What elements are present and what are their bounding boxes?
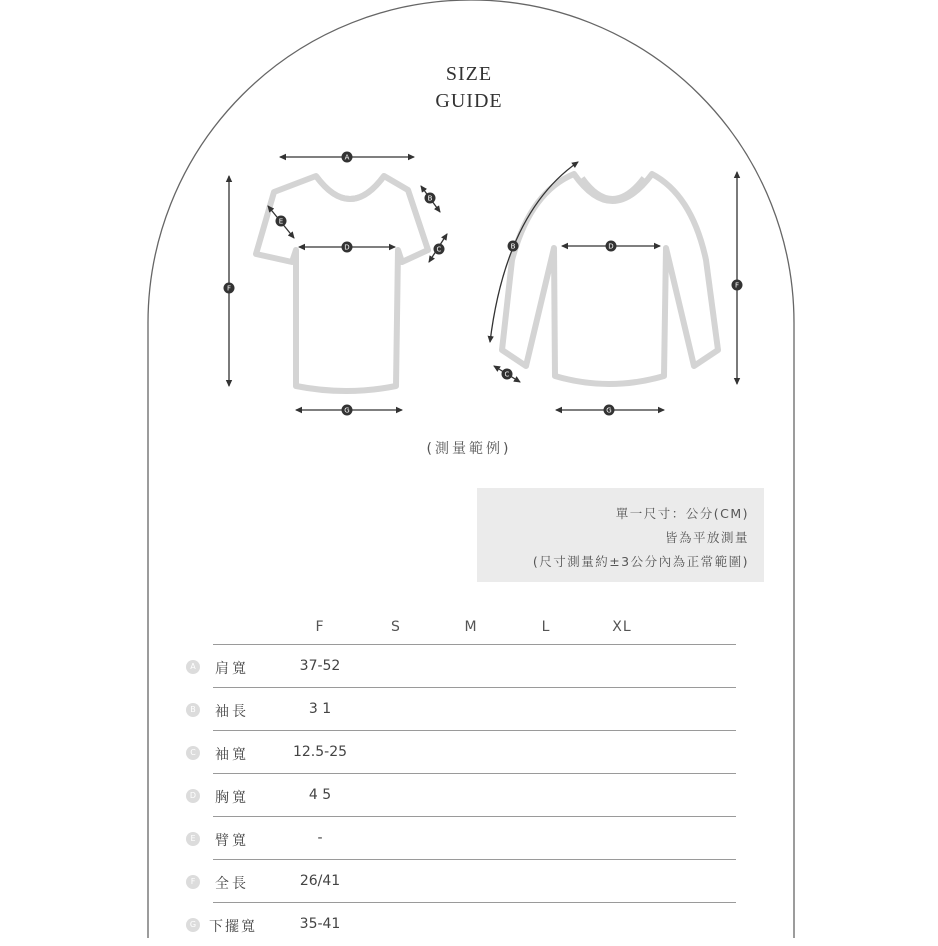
table-row [0,860,938,903]
note-line-2: 皆為平放測量 [664,530,749,545]
marker-b2-letter: B [510,242,516,251]
row-value-f: - [317,830,323,846]
size-header-f: F [315,619,325,635]
marker-f2-letter: F [734,281,740,290]
measurement-lines [226,157,740,410]
row-label: 袖長 [215,704,249,720]
marker-b-letter: B [427,194,433,203]
title-line-2: GUIDE [435,90,503,112]
title-line-1: SIZE [445,63,493,85]
size-header-m: M [464,619,478,635]
table-row [0,645,938,688]
note-line-3: (尺寸測量約±3公分內為正常範圍) [532,554,749,569]
marker-c-letter: C [436,245,442,254]
marker-g2-letter: G [606,406,612,415]
row-value-f: 3 1 [308,701,332,717]
diagram-caption: (測量範例) [426,441,512,457]
row-key-badge: D [186,789,200,803]
row-key-badge: C [186,746,200,760]
row-value-f: 26/41 [299,873,341,889]
row-label: 肩寬 [215,661,249,677]
table-row [0,731,938,774]
row-value-f: 12.5-25 [292,744,348,760]
marker-c2-letter: C [504,370,510,379]
marker-d2-letter: D [608,242,614,251]
longsleeve-illustration [502,174,718,384]
row-key-badge: G [186,918,200,932]
table-row [0,817,938,860]
measurement-note [477,488,764,582]
marker-a-letter: A [344,153,350,162]
size-header-xl: XL [612,619,632,635]
marker-g-letter: G [344,406,350,415]
row-label: 全長 [215,876,249,892]
row-key-badge: E [186,832,200,846]
table-row [0,903,938,946]
note-line-1: 單一尺寸：公分(CM) [615,506,749,521]
size-header-s: S [391,619,401,635]
row-label: 胸寬 [215,790,249,806]
marker-d-letter: D [344,243,350,252]
tshirt-illustration [256,176,428,391]
marker-e-letter: E [278,217,284,226]
row-key-badge: F [186,875,200,889]
row-value-f: 4 5 [308,787,332,803]
row-value-f: 35-41 [299,916,341,932]
row-key-badge: A [186,660,200,674]
marker-f-letter: F [226,284,232,293]
row-label: 臂寬 [215,833,249,849]
row-key-badge: B [186,703,200,717]
row-label: 下擺寬 [209,919,257,935]
table-row [0,688,938,731]
table-row [0,774,938,817]
size-header-l: L [541,619,551,635]
row-label: 袖寬 [215,747,249,763]
row-value-f: 37-52 [299,658,341,674]
